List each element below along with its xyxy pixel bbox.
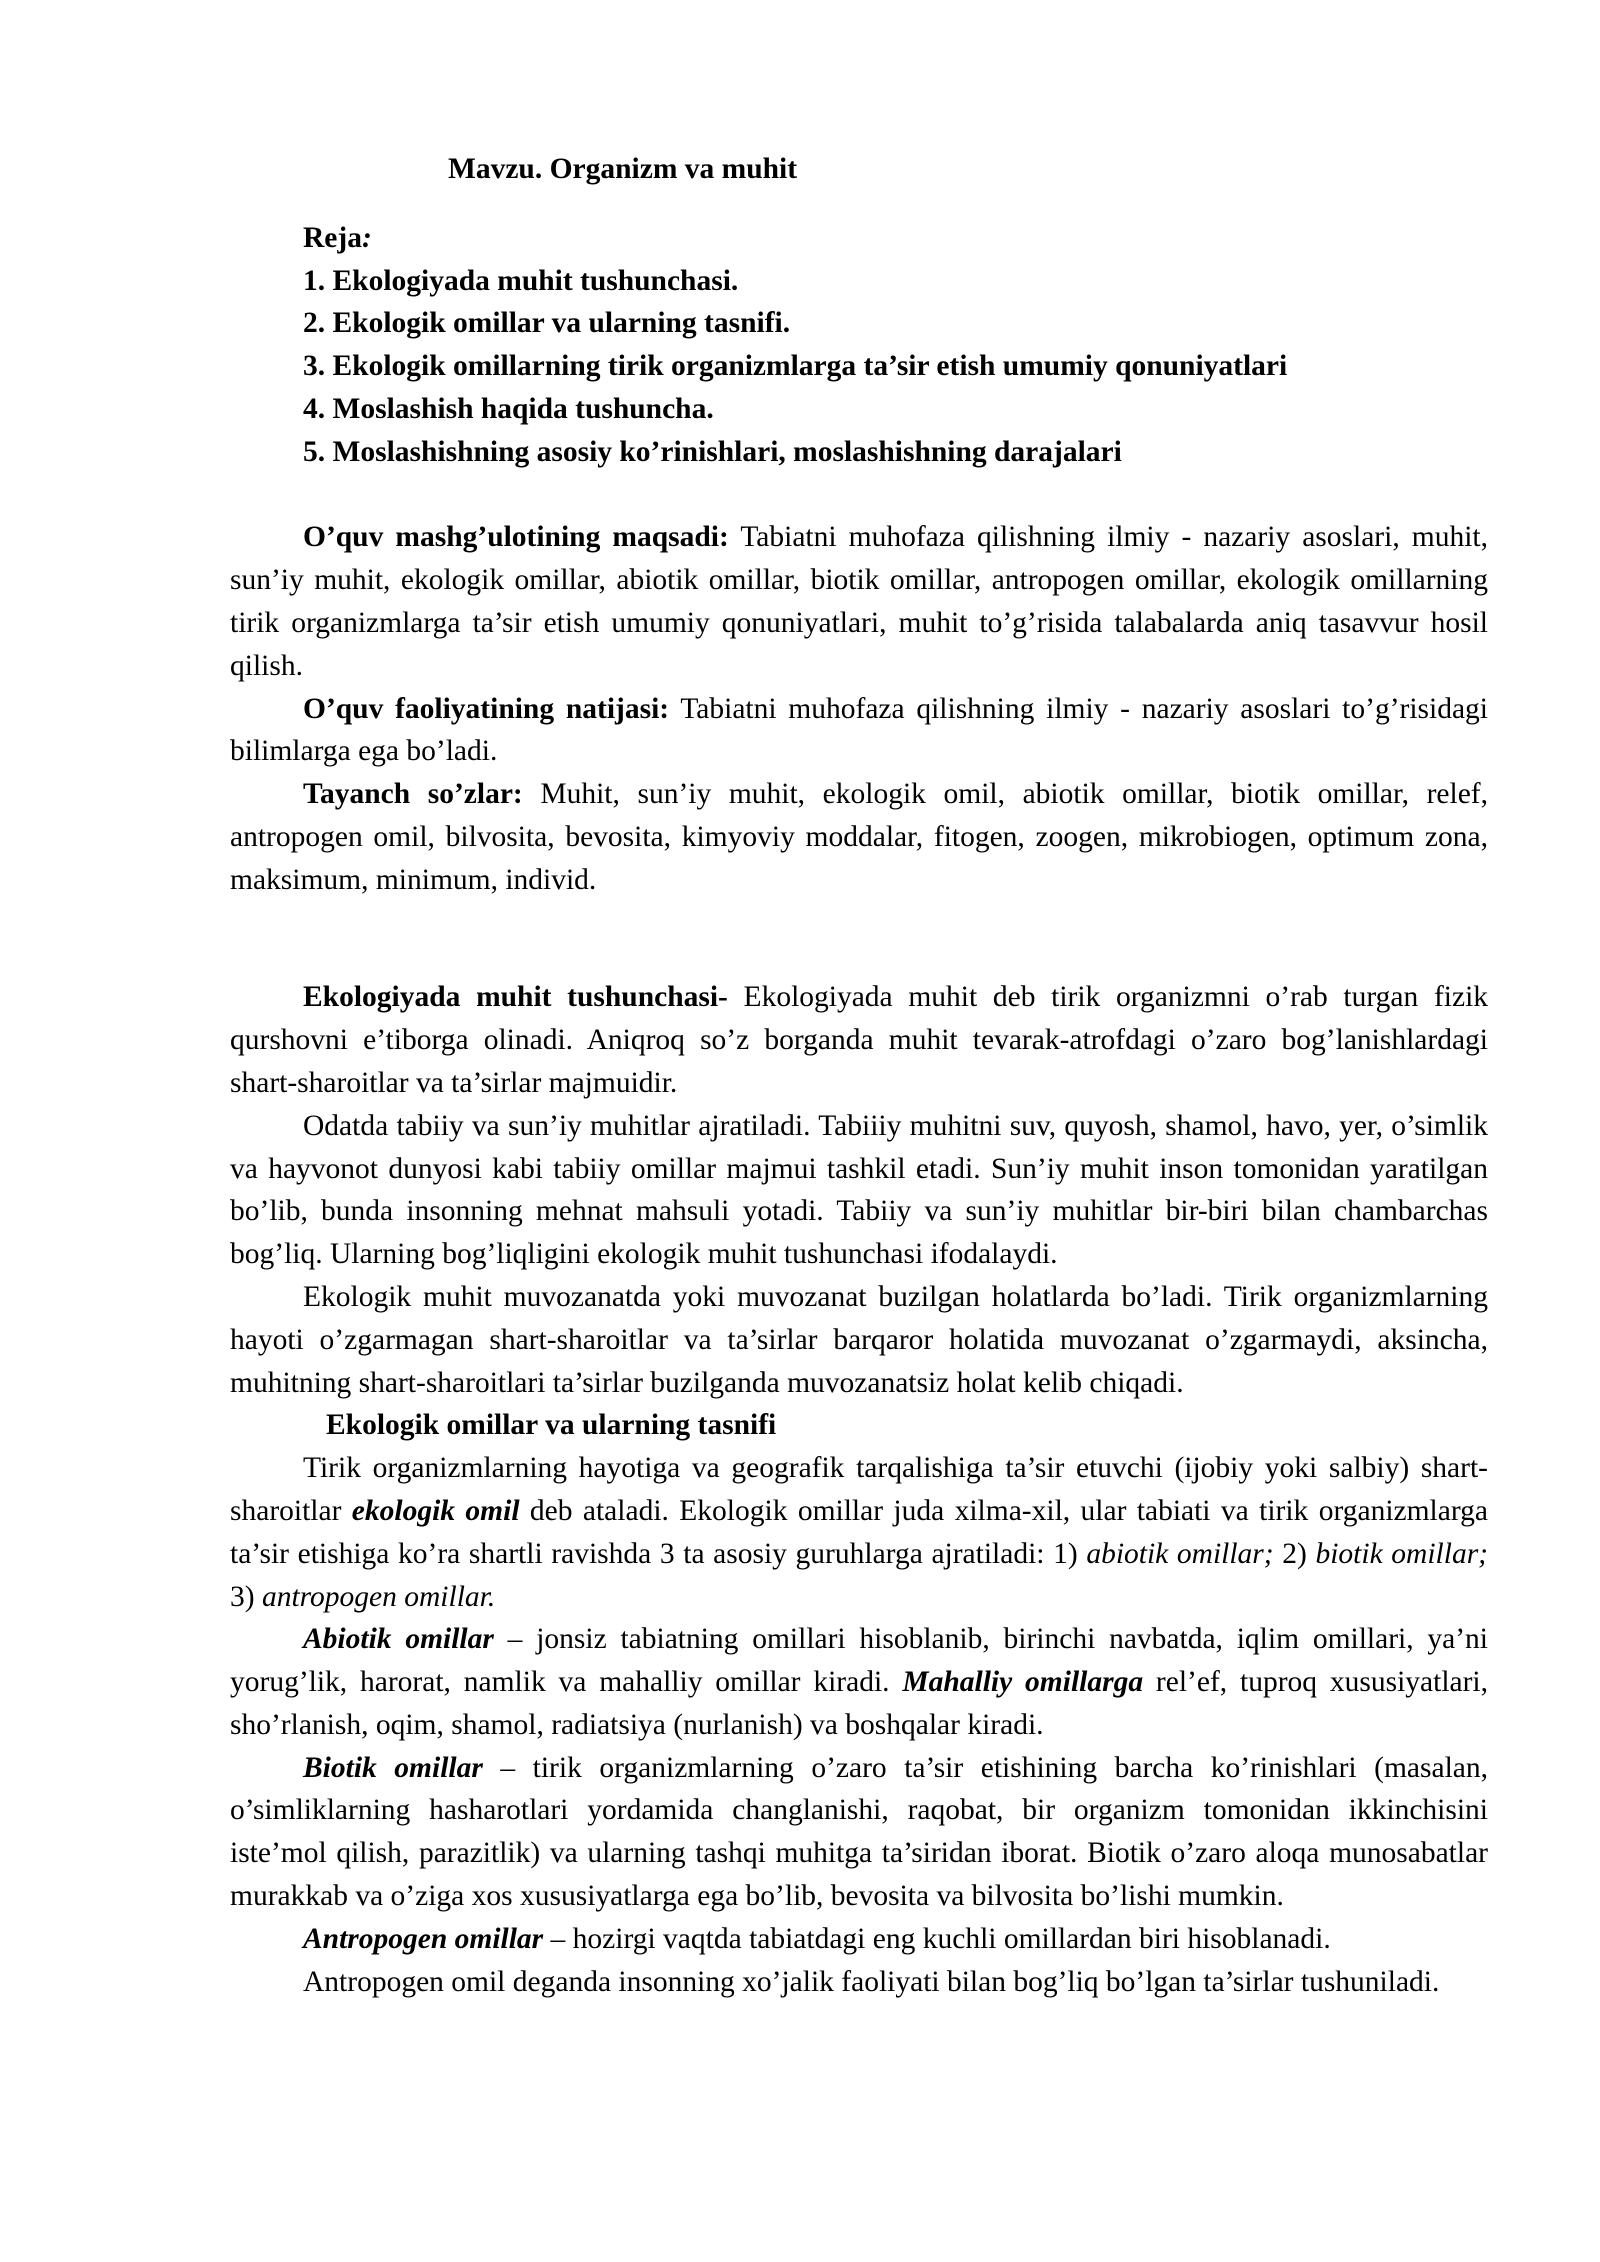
lesson-goal-text: Tabiatni muhofaza qilishning ilmiy - nazariy asoslari, muhit, sun’iy muhit, ekologik omillar, abiotik omillar, biotik omillar, antropogen omillar, ekologik omillarning tirik organizmlarga ta’sir etish umumiy qonuniyatlari, muhit to’g’risida talabalarda aniq tasavvur hosil qilish. [230, 521, 1488, 682]
plan-heading-text: Reja [303, 221, 362, 254]
factors-text: Tirik organizmlarning hayotiga va geografik tarqalishiga ta’sir etuvchi (ijobiy yoki salbiy) shart-sharoitlar [230, 1452, 1488, 1527]
keywords-label: Tayanch so’zlar: [303, 778, 523, 811]
keywords-text: Muhit, sun’iy muhit, ekologik omil, abiotik omillar, biotik omillar, relef, antropogen omil, bilvosita, bevosita, kimyoviy moddalar, fitogen, zoogen, mikrobiogen, optimum zona, maksimum, minimum, individ. [230, 778, 1488, 896]
lesson-goal-paragraph [230, 516, 1488, 687]
biotic-paragraph [230, 1747, 1488, 1918]
natural-environment-paragraph: Odatda tabiiy va sun’iy muhitlar ajratiladi. Tabiiiy muhitni suv, quyosh, shamol, havo, yer, o’simlik va hayvonot dunyosi kabi tabiiy omillar majmui tashkil etadi. Sun’iy muhit inson tomonidan yaratilgan bo’lib, bunda insonning mehnat mahsuli yotadi. Tabiiy va sun’iy muhitlar bir-biri bilan chambarchas bog’liq. Ularning bog’liqligini ekologik muhit tushunchasi ifodalaydi. [230, 1109, 1488, 1271]
factors-text: 2) [1273, 1537, 1316, 1570]
ecological-factors-paragraph [230, 1447, 1488, 1618]
lesson-goal-label: O’quv mashg’ulotining maqsadi: [303, 521, 729, 554]
abiotic-paragraph [230, 1618, 1488, 1746]
environment-concept-text: Ekologiyada muhit deb tirik organizmni o’rab turgan fizik qurshovni e’tiborga olinadi. Aniqroq so’z borganda muhit tevarak-atrofdagi o’zaro bog’lanishlardagi shart-sharoitlar va ta’sirlar majmuidir. [230, 981, 1489, 1099]
anthropogenic-text: – hozirgi vaqtda tabiatdagi eng kuchli omillardan biri hisoblanadi. [543, 1922, 1331, 1955]
plan-list [303, 260, 1488, 474]
environment-concept-paragraph [230, 976, 1488, 1104]
spacer [230, 902, 1488, 945]
abiotic-text: – jonsiz tabiatning omillari hisoblanib, birinchi navbatda, iqlim omillari, ya’ni yorug’lik, harorat, namlik va mahalliy omillar kiradi. [230, 1623, 1489, 1699]
environment-balance-paragraph: Ekologik muhit muvozanatda yoki muvozanat buzilgan holatlarda bo’ladi. Tirik organizmlarning hayoti o’zgarmagan shart-sharoitlar va ta’sirlar barqaror holatida muvozanat o’zgarmaydi, aksincha, muhitning shart-sharoitlari ta’sirlar buzilganda muvozanatsiz holat kelib chiqadi. [230, 1280, 1488, 1399]
lesson-result-text: Tabiatni muhofaza qilishning ilmiy - nazariy asoslari to’g’risidagi bilimlarga ega bo’ladi. [230, 692, 1488, 768]
spacer [230, 474, 1488, 517]
anthropogenic-definition-paragraph: Antropogen omil deganda insonning xo’jalik faoliyati bilan bog’liq bo’lgan ta’sirlar tushuniladi. [303, 1965, 1440, 1998]
factors-text: deb ataladi. Ekologik omillar juda xilma-xil, ular tabiati va tirik organizmlarga ta’sir etishiga ko’ra shartli ravishda 3 ta asosiy guruhlarga ajratiladi: 1) [230, 1494, 1488, 1570]
plan-heading-colon: : [361, 221, 372, 254]
plan-item: 5. Moslashishning asosiy ko’rinishlari, moslashishning darajalari [303, 435, 1122, 468]
section-heading: Ekologik omillar va ularning tasnifi [326, 1409, 777, 1442]
biotic-text: – tirik organizmlarning o’zaro ta’sir etishining barcha ko’rinishlari (masalan, o’simliklarning hasharotlari yordamida changlanishi, raqobat, bir organizm tomonidan ikkinchisini iste’mol qilish, parazitlik) va ularning tashqi muhitga ta’siridan iborat. Biotik o’zaro aloqa munosabatlar murakkab va o’ziga xos xususiyatlarga ega bo’lib, bevosita va bilvosita bo’lishi mumkin. [230, 1751, 1488, 1913]
lesson-plan [230, 217, 1488, 474]
local-factors-term: Mahalliy omillarga [902, 1666, 1144, 1699]
factors-term: ekologik omil [351, 1494, 520, 1527]
biotic-label: Biotik omillar [303, 1751, 483, 1784]
anthropogenic-paragraph [230, 1918, 1488, 1961]
abiotic-text: rel’ef, tuproq xususiyatlari, sho’rlanish, oqim, shamol, radiatsiya (nurlanish) va boshqalar kiradi. [230, 1666, 1488, 1741]
plan-item: 1. Ekologiyada muhit tushunchasi. [303, 264, 739, 297]
plan-item: 4. Moslashish haqida tushuncha. [303, 392, 714, 425]
document-page [230, 148, 1488, 2003]
factor-group-biotic: biotik omillar; [1315, 1537, 1489, 1570]
lesson-result-paragraph [230, 688, 1488, 774]
plan-item: 2. Ekologik omillar va ularning tasnifi. [303, 307, 791, 340]
anthropogenic-label: Antropogen omillar [303, 1922, 544, 1955]
factor-group-anthropogenic: antropogen omillar. [261, 1580, 496, 1613]
keywords-paragraph [230, 773, 1488, 901]
environment-concept-label: Ekologiyada muhit tushunchasi- [303, 981, 728, 1014]
factor-group-abiotic: abiotik omillar; [1086, 1537, 1274, 1570]
plan-heading [303, 217, 1488, 260]
factors-text: 3) [230, 1580, 262, 1613]
spacer [230, 944, 1488, 976]
abiotic-label: Abiotik omillar [303, 1623, 494, 1656]
plan-item: 3. Ekologik omillarning tirik organizmlarga ta’sir etish umumiy qonuniyatlari [303, 350, 1288, 383]
lesson-result-label: O’quv faoliyatining natijasi: [303, 692, 670, 725]
page-title: Mavzu. Organizm va muhit [448, 153, 798, 185]
